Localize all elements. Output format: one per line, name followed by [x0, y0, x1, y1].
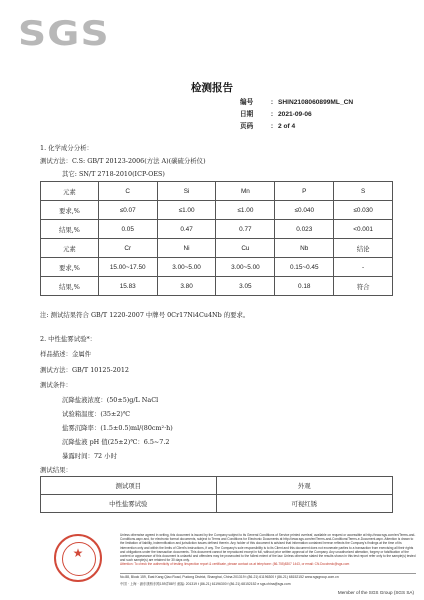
condition-item: 沉降盐液浓度：(50±5)g/L NaCl [62, 396, 159, 404]
section2-sample: 样品描述：金属件 [40, 350, 92, 358]
table-cell: P [275, 182, 334, 201]
meta-key: 编号 [240, 99, 254, 106]
table-cell: 结果,% [41, 277, 99, 296]
section2-heading: 2. 中性盐雾试验*： [40, 335, 97, 343]
meta-key: 日期 [240, 111, 254, 118]
table-cell: 0.47 [157, 220, 216, 239]
table-cell: Ni [157, 239, 216, 258]
meta-colon: : [270, 99, 274, 106]
table-cell: 可视红锈 [216, 495, 393, 513]
section1-note: 注: 测试结果符合 GB/T 1220-2007 中牌号 0Cr17Ni4Cu4Nb 的要求。 [40, 311, 250, 319]
disclaimer-text: Unless otherwise agreed in writing, this document is issued by the Company subject to its General Conditions of Service printed overleaf, available on request or accessible at http://www.sgs.com/en/Terms-and-Conditions.aspx and, for electronic format documents, subject to Terms and Conditions for Electronic Documents at http://www.sgs.com/en/Terms-and-Conditions/Terms-e-Document.aspx. Attention is drawn to the limitation of liability, indemnification and jurisdiction issues defined therein. Any holder of this document is advised that information contained hereon reflects the Company's findings at the time of its intervention only and within the limits of Client's instructions, if any. The Company's sole responsibility is to its Client and this document does not exonerate parties to a transaction from exercising all their rights and obligations under the transaction documents. This document cannot be reproduced except in full, without prior written approval of the Company. Any unauthorized alteration, forgery or falsification of the content or appearance of this document is unlawful and offenders may be prosecuted to the fullest extent of the law. Unless otherwise stated the results shown in this test report refer only to the sample(s) tested and such sample(s) are retained for 30 days only. [120, 533, 416, 563]
meta-value: 2 of 4 [278, 123, 296, 130]
table-cell: Cr [98, 239, 157, 258]
table-cell: - [334, 258, 393, 277]
sgs-logo: SGS [18, 14, 110, 54]
table-cell: 符合 [334, 277, 393, 296]
table-row [41, 495, 393, 513]
table-cell: Si [157, 182, 216, 201]
condition-item: 暴露时间：72 小时 [62, 452, 117, 460]
footer-divider [120, 573, 416, 574]
report-title: 检测报告 [191, 82, 233, 94]
meta-row [240, 109, 353, 121]
section2-results-label: 测试结果： [40, 466, 72, 474]
table-cell: 元素 [41, 182, 99, 201]
condition-item: 沉降盐液 pH 值(25±2)℃：6.5~7.2 [62, 438, 170, 446]
table-cell: 3.00~5.00 [157, 258, 216, 277]
condition-item: 盐雾沉降率：(1.5±0.5)ml/(80cm²·h) [62, 424, 173, 432]
table-cell: 0.05 [98, 220, 157, 239]
table-cell: Nb [275, 239, 334, 258]
table-cell: ≤1.00 [216, 201, 275, 220]
table-cell: Mn [216, 182, 275, 201]
member-statement: Member of the SGS Group (SGS SA) [337, 590, 414, 595]
table-cell: 3.80 [157, 277, 216, 296]
table-cell: 3.00~5.00 [216, 258, 275, 277]
table-cell: 0.15~0.45 [275, 258, 334, 277]
meta-value: SHIN2108060899ML_CN [278, 99, 354, 106]
table-cell: 中性盐雾试验 [41, 495, 217, 513]
table-cell: C [98, 182, 157, 201]
table-cell: 15.83 [98, 277, 157, 296]
section1-method: 测试方法：C.S: GB/T 20123-2006(方法 A)(碳硫分析仪) [40, 157, 206, 165]
table-cell: 0.77 [216, 220, 275, 239]
meta-row [240, 121, 353, 133]
address-english: No.88, Block 159, East Kang Qiao Road, Pudong District, Shanghai, China 201319 t (86-21) 61196300 f (86-21) 68152152 www.sgsgroup.com.cn [120, 575, 339, 579]
address-chinese: 中国 · 上海 · 浦东康桥东路159弄88号 邮编: 201319 t (86-21) 61196300 f (86-21) 68152152 e sgs.china@sgs.com [120, 582, 291, 586]
table-row [41, 239, 393, 258]
chemical-table [40, 181, 393, 296]
table-cell: 0.18 [275, 277, 334, 296]
table-header-cell: 测试项目 [41, 477, 217, 495]
table-row [41, 182, 393, 201]
meta-value: 2021-09-06 [278, 111, 312, 118]
table-cell: ≤0.040 [275, 201, 334, 220]
table-cell: ≤1.00 [157, 201, 216, 220]
table-cell: <0.001 [334, 220, 393, 239]
section2-method: 测试方法：GB/T 10125-2012 [40, 366, 129, 374]
table-row [41, 277, 393, 296]
table-header-row [41, 477, 393, 495]
salt-spray-table [40, 476, 393, 513]
star-icon: ★ [72, 546, 84, 560]
meta-row [240, 97, 353, 109]
section1-method2: 其它: SN/T 2718-2010(ICP-OES) [62, 170, 165, 178]
table-cell: 结论 [334, 239, 393, 258]
authenticity-notice: Attention: To check the authenticity of testing /inspection report & certificate, please contact us at telephone: (86-755)8307 1443, or email: CN.Doccheck@sgs.com [120, 562, 350, 567]
section2-conditions-label: 测试条件： [40, 381, 72, 389]
table-cell: Cu [216, 239, 275, 258]
table-cell: 3.05 [216, 277, 275, 296]
section1-heading: 1. 化学成分分析： [40, 144, 93, 152]
meta-key: 页码 [240, 123, 254, 130]
meta-colon: : [270, 111, 274, 118]
table-cell: 要求,% [41, 258, 99, 277]
legal-disclaimer [120, 533, 416, 567]
table-row [41, 220, 393, 239]
meta-colon: : [270, 123, 274, 130]
table-header-cell: 外观 [216, 477, 393, 495]
table-cell: 结果,% [41, 220, 99, 239]
certification-seal [54, 534, 102, 582]
table-cell: S [334, 182, 393, 201]
table-row [41, 201, 393, 220]
table-row [41, 258, 393, 277]
table-cell: 0.023 [275, 220, 334, 239]
table-cell: ≤0.07 [98, 201, 157, 220]
table-cell: 元素 [41, 239, 99, 258]
condition-item: 试验箱温度：(35±2)℃ [62, 410, 131, 418]
table-cell: 要求,% [41, 201, 99, 220]
report-meta [240, 97, 353, 133]
table-cell: 15.00~17.50 [98, 258, 157, 277]
table-cell: ≤0.030 [334, 201, 393, 220]
